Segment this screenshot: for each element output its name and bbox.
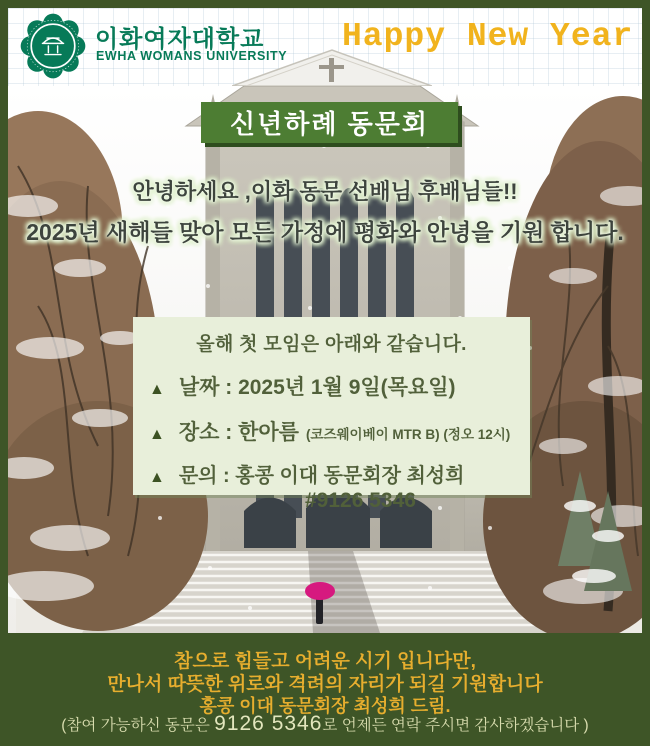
meeting-place-text: 장소 : 한아름	[178, 421, 299, 444]
meeting-date-text: 날짜 : 2025년 1월 9일(목요일)	[178, 376, 456, 399]
meeting-contact-row	[133, 459, 530, 488]
triangle-bullet-icon: ▲	[149, 426, 165, 443]
meeting-date-row	[133, 371, 530, 401]
greeting-line-1: 안녕하세요 ,이화 동문 선배님 후배님들!!	[132, 179, 518, 204]
header	[8, 8, 642, 86]
university-name-korean: 이화여자대학교	[95, 26, 265, 53]
meeting-info-box	[133, 317, 530, 512]
footer-contact-prefix: (참여 가능하신 동문은	[61, 717, 215, 734]
contact-phone-number: #9126 5346	[305, 489, 416, 512]
footer-phone-number: 9126 5346	[214, 712, 323, 735]
pink-umbrella-icon	[305, 582, 335, 600]
footer-signature-line: 홍콩 이대 동문회장 최성희 드림.	[199, 696, 451, 716]
event-title: 신년하례 동문회	[229, 109, 430, 139]
meeting-place-note: (코즈웨이베이 MTR B) (정오 12시)	[305, 427, 511, 442]
triangle-bullet-icon: ▲	[149, 469, 165, 486]
meeting-heading: 올해 첫 모임은 아래와 같습니다.	[196, 334, 467, 355]
triangle-bullet-icon: ▲	[149, 381, 165, 398]
greeting-line-2: 2025년 새해들 맞아 모든 가정에 평화와 안녕을 기원 합니다.	[26, 219, 624, 245]
happy-new-year-text: Happy New Year	[342, 18, 634, 55]
footer-message-line-1: 참으로 힘들고 어려운 시기 입니다만,	[174, 651, 476, 672]
footer-contact-suffix: 로 언제든 연락 주시면 감사하겠습니다 )	[322, 717, 589, 734]
footer-contact-line	[8, 712, 642, 736]
meeting-place-row	[133, 416, 530, 446]
university-name-english: EWHA WOMANS UNIVERSITY	[96, 49, 288, 63]
event-title-banner	[201, 102, 458, 143]
meeting-contact-text: 문의 : 홍콩 이대 동문회장 최성희	[178, 465, 465, 487]
building-gable-sketch-icon	[232, 48, 432, 86]
ewha-seal-logo-icon	[20, 13, 86, 79]
footer-message-line-2: 만나서 따뜻한 위로와 격려의 자리가 되길 기원합니다	[107, 674, 543, 695]
